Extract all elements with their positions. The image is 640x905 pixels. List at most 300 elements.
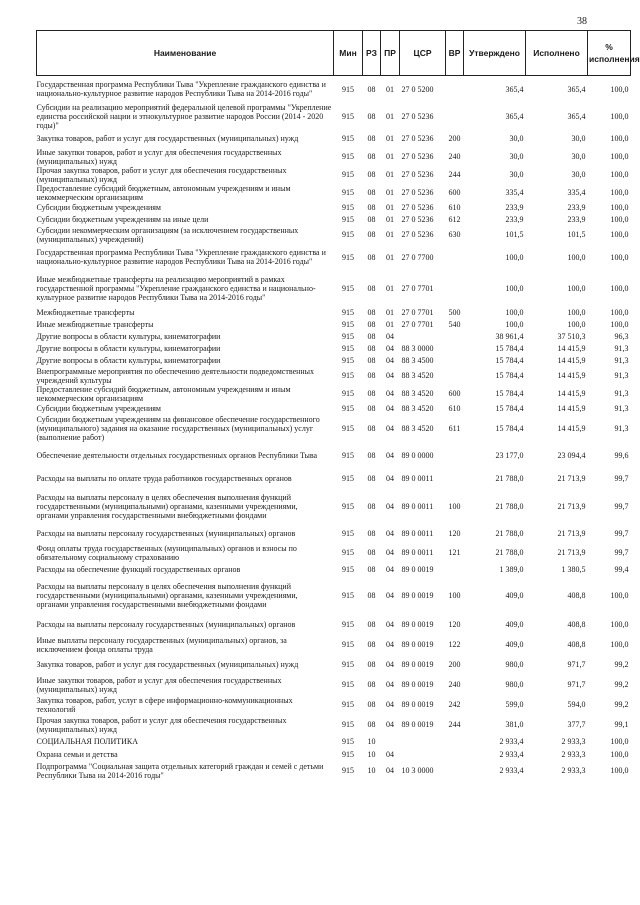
table-row <box>37 130 631 148</box>
col-header-percent: % исполнения <box>588 31 631 76</box>
table-row <box>37 655 631 675</box>
table-row <box>37 695 631 715</box>
cell-percent: 99,1 <box>614 720 629 729</box>
cell-name: Субсидии бюджетным учреждениям на финансовое обеспечение государственного (муниципального) задания на оказание государственных (муниципальных) услуг (выполнение работ) <box>36 414 320 442</box>
cell-approved: 21 788,0 <box>495 548 524 557</box>
table-row <box>37 469 631 489</box>
col-header-vr: ВР <box>446 31 464 76</box>
budget-table <box>36 30 640 781</box>
cell-approved: 23 177,0 <box>495 450 524 460</box>
cell-vr: 100 <box>448 591 461 600</box>
cell-vr: 610 <box>448 404 461 413</box>
cell-pr: 04 <box>386 356 394 365</box>
cell-approved: 30,0 <box>509 152 524 161</box>
cell-pr: 04 <box>386 660 394 669</box>
cell-csr: 89 0 0019 <box>401 591 434 600</box>
cell-percent: 100,0 <box>610 170 629 179</box>
cell-percent: 100,0 <box>610 320 629 329</box>
cell-approved: 30,0 <box>509 134 524 143</box>
cell-name: Субсидии бюджетным учреждениям <box>36 404 161 413</box>
cell-percent: 100,0 <box>610 152 629 161</box>
cell-csr: 89 0 0011 <box>401 502 434 511</box>
cell-vr: 120 <box>448 529 461 538</box>
cell-name: Межбюджетные трансферты <box>36 308 135 317</box>
cell-rz: 08 <box>367 660 376 669</box>
cell-pr <box>381 735 400 749</box>
cell-pr: 04 <box>386 450 394 460</box>
table-row <box>37 184 631 202</box>
cell-approved: 21 788,0 <box>495 474 524 483</box>
cell-percent: 100,0 <box>610 737 629 746</box>
cell-csr: 27 0 7701 <box>401 308 434 317</box>
cell-csr: 27 0 5236 <box>401 170 434 179</box>
cell-executed: 14 415,9 <box>557 389 586 398</box>
cell-percent: 91,3 <box>614 356 629 365</box>
cell-csr <box>400 749 446 761</box>
cell-csr: 88 3 0000 <box>401 344 434 353</box>
cell-csr: 89 0 0000 <box>401 450 434 460</box>
cell-approved: 100,0 <box>505 284 524 293</box>
cell-name: Расходы на выплаты по оплате труда работников государственных органов <box>36 474 292 483</box>
cell-name: Прочая закупка товаров, работ и услуг для обеспечения государственных (муниципальных) нужд <box>36 715 287 734</box>
cell-name: Расходы на обеспечение функций государственных органов <box>36 565 241 574</box>
cell-rz: 08 <box>367 252 376 262</box>
cell-approved: 15 784,4 <box>495 423 524 433</box>
cell-min: 915 <box>342 404 354 413</box>
cell-executed: 30,0 <box>571 134 586 143</box>
cell-pr: 04 <box>386 720 394 729</box>
cell-vr <box>446 749 464 761</box>
cell-name: Расходы на выплаты персоналу в целях обеспечения выполнения функций государственными (муниципальными) органами, казенными учреждениями, органами управления государственными внебюджетными фондами <box>36 493 298 520</box>
cell-rz: 10 <box>367 766 376 775</box>
table-row <box>37 403 631 415</box>
cell-min: 915 <box>342 230 354 239</box>
cell-vr <box>446 355 464 367</box>
cell-name: Иные закупки товаров, работ и услуг для обеспечения государственных (муниципальных) нужд <box>36 147 282 166</box>
cell-name: Закупка товаров, работ и услуг для государственных (муниципальных) нужд <box>36 660 299 669</box>
cell-percent: 91,3 <box>614 371 629 380</box>
table-row <box>37 271 631 307</box>
table-header-row <box>37 31 631 76</box>
table-row <box>37 319 631 331</box>
cell-approved: 335,4 <box>505 188 524 197</box>
cell-csr: 89 0 0011 <box>401 474 434 483</box>
cell-percent: 96,3 <box>614 332 629 341</box>
cell-executed: 100,0 <box>567 308 586 317</box>
cell-name: Субсидии бюджетным учреждениям <box>36 203 161 212</box>
cell-min: 915 <box>342 640 354 649</box>
page-number: 38 <box>577 16 587 27</box>
cell-rz: 08 <box>367 170 376 179</box>
cell-csr: 27 0 5236 <box>401 188 434 197</box>
cell-pr: 04 <box>386 565 394 574</box>
cell-approved: 21 788,0 <box>495 502 524 511</box>
cell-percent: 100,0 <box>610 284 629 293</box>
cell-percent: 100,0 <box>610 111 629 121</box>
cell-name: Внепрограммные мероприятия по обеспечению деятельности подведомственных учреждений культуры <box>36 366 315 385</box>
cell-vr <box>446 761 464 781</box>
cell-name: Предоставление субсидий бюджетным, автономным учреждениям и иным некоммерческим организациям <box>36 384 291 403</box>
table-row <box>37 76 631 103</box>
cell-executed: 233,9 <box>567 215 586 224</box>
cell-percent: 100,0 <box>610 230 629 239</box>
cell-rz: 08 <box>367 284 376 293</box>
cell-name: Фонд оплаты труда государственных (муниципальных) органов и взносы по обязательному социальному страхованию <box>36 543 297 562</box>
table-row <box>37 543 631 563</box>
cell-rz: 08 <box>367 203 376 212</box>
cell-rz: 08 <box>367 152 376 161</box>
cell-pr: 04 <box>386 332 394 341</box>
cell-executed: 21 713,9 <box>557 548 586 557</box>
cell-executed: 377,7 <box>567 720 586 729</box>
table-row <box>37 489 631 525</box>
cell-approved: 2 933,4 <box>499 766 524 775</box>
cell-name: Другие вопросы в области культуры, кинематографии <box>36 356 221 365</box>
cell-pr: 01 <box>386 170 394 179</box>
cell-percent: 99,2 <box>614 660 629 669</box>
cell-min: 915 <box>342 252 354 262</box>
cell-rz: 08 <box>367 423 376 433</box>
cell-min: 915 <box>342 389 354 398</box>
cell-percent: 91,3 <box>614 423 629 433</box>
cell-min: 915 <box>342 450 354 460</box>
cell-name: Иные выплаты персоналу государственных (муниципальных) органов, за исключением фонда оплаты труда <box>36 635 287 654</box>
cell-approved: 38 961,4 <box>495 332 524 341</box>
cell-name: Субсидии бюджетным учреждениям на иные цели <box>36 215 209 224</box>
cell-rz: 08 <box>367 356 376 365</box>
cell-pr: 04 <box>386 700 394 709</box>
cell-pr: 04 <box>386 640 394 649</box>
cell-pr: 04 <box>386 591 394 600</box>
cell-name: Субсидии на реализацию мероприятий федеральной целевой программы "Укрепление единства российской нации и этнокультурное развитие народов России (2014 - 2020 годы)" <box>36 102 332 130</box>
cell-min: 915 <box>342 152 354 161</box>
cell-pr: 04 <box>386 502 394 511</box>
table-row <box>37 525 631 543</box>
cell-vr <box>446 271 464 307</box>
cell-min: 915 <box>342 371 354 380</box>
cell-executed: 335,4 <box>567 188 586 197</box>
cell-vr: 120 <box>448 620 461 629</box>
cell-name: Подпрограмма "Социальная защита отдельных категорий граждан и семей с детьми Республики Тыва на 2014-2016 годы" <box>36 761 324 780</box>
cell-pr: 04 <box>386 404 394 413</box>
cell-percent: 100,0 <box>610 766 629 775</box>
table-row <box>37 735 631 749</box>
cell-executed: 30,0 <box>571 152 586 161</box>
cell-name: Субсидии некоммерческим организациям (за исключением государственных (муниципальных) учреждений) <box>36 225 299 244</box>
cell-approved: 233,9 <box>505 215 524 224</box>
table-row <box>37 307 631 319</box>
table-row <box>37 761 631 781</box>
cell-approved: 15 784,4 <box>495 389 524 398</box>
cell-vr: 630 <box>448 230 461 239</box>
cell-executed: 233,9 <box>567 203 586 212</box>
cell-executed: 408,8 <box>567 640 586 649</box>
cell-executed: 100,0 <box>567 320 586 329</box>
cell-executed: 14 415,9 <box>557 356 586 365</box>
cell-executed: 408,8 <box>567 620 586 629</box>
cell-rz: 08 <box>367 640 376 649</box>
cell-executed: 21 713,9 <box>557 529 586 538</box>
table-row <box>37 148 631 166</box>
cell-approved: 2 933,4 <box>499 737 524 746</box>
cell-executed: 37 510,3 <box>557 332 586 341</box>
cell-name: Обеспечение деятельности отдельных государственных органов Республики Тыва <box>36 450 318 460</box>
cell-percent: 91,3 <box>614 389 629 398</box>
cell-min: 915 <box>342 700 354 709</box>
cell-pr: 04 <box>386 474 394 483</box>
cell-vr <box>446 331 464 343</box>
cell-pr: 01 <box>386 134 394 143</box>
cell-rz: 08 <box>367 84 376 94</box>
cell-min: 915 <box>342 502 354 511</box>
cell-executed: 23 094,4 <box>557 450 586 460</box>
cell-percent: 91,3 <box>614 344 629 353</box>
table-row <box>37 749 631 761</box>
cell-min: 915 <box>342 188 354 197</box>
cell-min: 915 <box>342 423 354 433</box>
cell-approved: 15 784,4 <box>495 344 524 353</box>
cell-min: 915 <box>342 565 354 574</box>
cell-csr <box>400 735 446 749</box>
cell-rz: 08 <box>367 502 376 511</box>
cell-executed: 14 415,9 <box>557 344 586 353</box>
cell-approved: 15 784,4 <box>495 404 524 413</box>
cell-pr: 04 <box>386 389 394 398</box>
cell-approved: 409,0 <box>505 640 524 649</box>
table-row <box>37 367 631 385</box>
cell-pr: 01 <box>386 230 394 239</box>
cell-pr: 01 <box>386 188 394 197</box>
cell-vr <box>446 76 464 103</box>
cell-vr: 611 <box>448 423 461 433</box>
cell-executed: 594,0 <box>567 700 586 709</box>
cell-pr: 04 <box>386 766 394 775</box>
cell-approved: 100,0 <box>505 252 524 262</box>
cell-executed: 21 713,9 <box>557 502 586 511</box>
cell-approved: 233,9 <box>505 203 524 212</box>
cell-vr <box>446 343 464 355</box>
cell-min: 915 <box>342 356 354 365</box>
cell-rz: 08 <box>367 344 376 353</box>
cell-name: Расходы на выплаты персоналу в целях обеспечения выполнения функций государственными (муниципальными) органами, казенными учреждениями, органами управления государственными внебюджетными фондами <box>36 582 298 609</box>
cell-executed: 2 933,3 <box>561 750 586 759</box>
table-row <box>37 715 631 735</box>
cell-vr <box>446 563 464 577</box>
cell-name: Закупка товаров, работ, услуг в сфере информационно-коммуникационных технологий <box>36 695 293 714</box>
cell-percent: 100,0 <box>610 215 629 224</box>
cell-csr: 88 3 4500 <box>401 356 434 365</box>
cell-name: Государственная программа Республики Тыва "Укрепление гражданского единства и национально-культурное развитие народов Республики Тыва на 2014-2016 годы" <box>36 248 326 266</box>
table-row <box>37 166 631 184</box>
cell-vr <box>446 469 464 489</box>
cell-pr: 01 <box>386 84 394 94</box>
cell-rz: 08 <box>367 230 376 239</box>
cell-approved: 1 389,0 <box>499 565 524 574</box>
cell-csr: 27 0 5236 <box>401 203 434 212</box>
cell-min: 915 <box>342 548 354 557</box>
cell-min: 915 <box>342 680 354 689</box>
cell-percent: 100,0 <box>610 188 629 197</box>
cell-approved: 381,0 <box>505 720 524 729</box>
cell-executed: 365,4 <box>567 84 586 94</box>
cell-executed: 100,0 <box>567 284 586 293</box>
cell-csr: 89 0 0019 <box>401 565 434 574</box>
cell-csr: 88 3 4520 <box>401 404 434 413</box>
cell-name: СОЦИАЛЬНАЯ ПОЛИТИКА <box>36 737 138 746</box>
cell-csr: 27 0 7700 <box>401 252 434 262</box>
cell-pr: 01 <box>386 152 394 161</box>
cell-rz: 10 <box>367 737 376 746</box>
cell-min: 915 <box>342 84 354 94</box>
cell-percent: 99,7 <box>614 548 629 557</box>
cell-percent: 100,0 <box>610 252 629 262</box>
cell-pr: 01 <box>386 111 394 121</box>
cell-min: 915 <box>342 474 354 483</box>
cell-approved: 980,0 <box>505 680 524 689</box>
cell-csr: 27 0 5200 <box>401 84 434 94</box>
cell-min: 915 <box>342 284 354 293</box>
table-row <box>37 103 631 130</box>
cell-approved: 409,0 <box>505 591 524 600</box>
cell-rz: 08 <box>367 371 376 380</box>
cell-csr: 88 3 4520 <box>401 389 434 398</box>
cell-rz: 08 <box>367 450 376 460</box>
cell-csr: 88 3 4520 <box>401 371 434 380</box>
cell-rz: 08 <box>367 700 376 709</box>
cell-rz: 08 <box>367 134 376 143</box>
cell-pr: 01 <box>386 308 394 317</box>
cell-vr <box>446 442 464 469</box>
cell-min: 915 <box>342 591 354 600</box>
cell-csr: 27 0 5236 <box>401 111 434 121</box>
table-row <box>37 343 631 355</box>
cell-approved: 599,0 <box>505 700 524 709</box>
cell-executed: 14 415,9 <box>557 404 586 413</box>
cell-vr: 500 <box>448 308 461 317</box>
cell-rz: 08 <box>367 680 376 689</box>
cell-approved: 980,0 <box>505 660 524 669</box>
cell-rz: 08 <box>367 474 376 483</box>
cell-csr: 89 0 0019 <box>401 720 434 729</box>
cell-approved: 2 933,4 <box>499 750 524 759</box>
cell-rz: 08 <box>367 591 376 600</box>
table-row <box>37 355 631 367</box>
table-row <box>37 385 631 403</box>
cell-pr: 04 <box>386 620 394 629</box>
cell-vr: 100 <box>448 502 461 511</box>
cell-name: Государственная программа Республики Тыва "Укрепление гражданского единства и национально-культурное развитие народов Республики Тыва на 2014-2016 годы" <box>36 80 326 99</box>
cell-name: Другие вопросы в области культуры, кинематографии <box>36 344 221 353</box>
cell-vr: 600 <box>448 389 461 398</box>
cell-pr: 04 <box>386 423 394 433</box>
table-row <box>37 563 631 577</box>
col-header-name: Наименование <box>37 31 334 76</box>
table-row <box>37 244 631 271</box>
cell-percent: 99,2 <box>614 700 629 709</box>
cell-csr: 89 0 0011 <box>401 548 434 557</box>
cell-executed: 408,8 <box>567 591 586 600</box>
cell-min: 915 <box>342 344 354 353</box>
cell-executed: 100,0 <box>567 252 586 262</box>
cell-pr: 04 <box>386 529 394 538</box>
cell-name: Предоставление субсидий бюджетным, автономным учреждениям и иным некоммерческим организациям <box>36 183 291 202</box>
cell-executed: 2 933,3 <box>561 766 586 775</box>
cell-rz: 08 <box>367 389 376 398</box>
cell-approved: 100,0 <box>505 308 524 317</box>
cell-vr: 600 <box>448 188 461 197</box>
table-row <box>37 226 631 244</box>
cell-approved: 101,5 <box>505 230 524 239</box>
cell-min: 915 <box>342 750 354 759</box>
cell-csr <box>400 331 446 343</box>
cell-rz: 08 <box>367 320 376 329</box>
cell-vr: 121 <box>448 548 461 557</box>
cell-name: Иные межбюджетные трансферты <box>36 320 154 329</box>
cell-approved: 100,0 <box>505 320 524 329</box>
cell-percent: 99,7 <box>614 474 629 483</box>
cell-pr: 04 <box>386 548 394 557</box>
cell-min: 915 <box>342 737 354 746</box>
cell-approved: 15 784,4 <box>495 371 524 380</box>
cell-csr: 27 0 5236 <box>401 230 434 239</box>
cell-csr: 89 0 0019 <box>401 640 434 649</box>
cell-name: Расходы на выплаты персоналу государственных (муниципальных) органов <box>36 620 296 629</box>
cell-name: Закупка товаров, работ и услуг для государственных (муниципальных) нужд <box>36 134 299 143</box>
cell-min: 915 <box>342 320 354 329</box>
col-header-rz: РЗ <box>363 31 381 76</box>
table-row <box>37 442 631 469</box>
cell-csr: 27 0 5236 <box>401 152 434 161</box>
cell-csr: 88 3 4520 <box>401 423 434 433</box>
cell-percent: 91,3 <box>614 404 629 413</box>
cell-rz: 08 <box>367 111 376 121</box>
cell-vr: 200 <box>448 134 461 143</box>
cell-percent: 100,0 <box>610 308 629 317</box>
cell-vr: 612 <box>448 215 461 224</box>
cell-pr: 01 <box>386 215 394 224</box>
cell-csr: 10 3 0000 <box>401 766 434 775</box>
cell-approved: 30,0 <box>509 170 524 179</box>
cell-executed: 971,7 <box>567 680 586 689</box>
cell-approved: 365,4 <box>505 84 524 94</box>
cell-approved: 15 784,4 <box>495 356 524 365</box>
cell-name: Иные закупки товаров, работ и услуг для обеспечения государственных (муниципальных) нужд <box>36 675 282 694</box>
cell-csr: 89 0 0011 <box>401 529 434 538</box>
cell-rz: 08 <box>367 308 376 317</box>
cell-min: 915 <box>342 529 354 538</box>
cell-vr <box>446 735 464 749</box>
cell-percent: 99,4 <box>614 565 629 574</box>
cell-min: 915 <box>342 660 354 669</box>
cell-csr: 89 0 0019 <box>401 680 434 689</box>
cell-csr: 27 0 5236 <box>401 134 434 143</box>
cell-vr: 122 <box>448 640 461 649</box>
cell-percent: 100,0 <box>610 640 629 649</box>
cell-vr <box>446 367 464 385</box>
cell-approved: 409,0 <box>505 620 524 629</box>
cell-rz: 08 <box>367 215 376 224</box>
cell-vr: 244 <box>448 720 461 729</box>
cell-min: 915 <box>342 620 354 629</box>
cell-csr: 89 0 0019 <box>401 700 434 709</box>
cell-executed: 365,4 <box>567 111 586 121</box>
cell-name: Охрана семьи и детства <box>36 750 118 759</box>
cell-vr: 540 <box>448 320 461 329</box>
table-row <box>37 635 631 655</box>
cell-min: 915 <box>342 766 354 775</box>
cell-min: 915 <box>342 720 354 729</box>
cell-rz: 08 <box>367 720 376 729</box>
